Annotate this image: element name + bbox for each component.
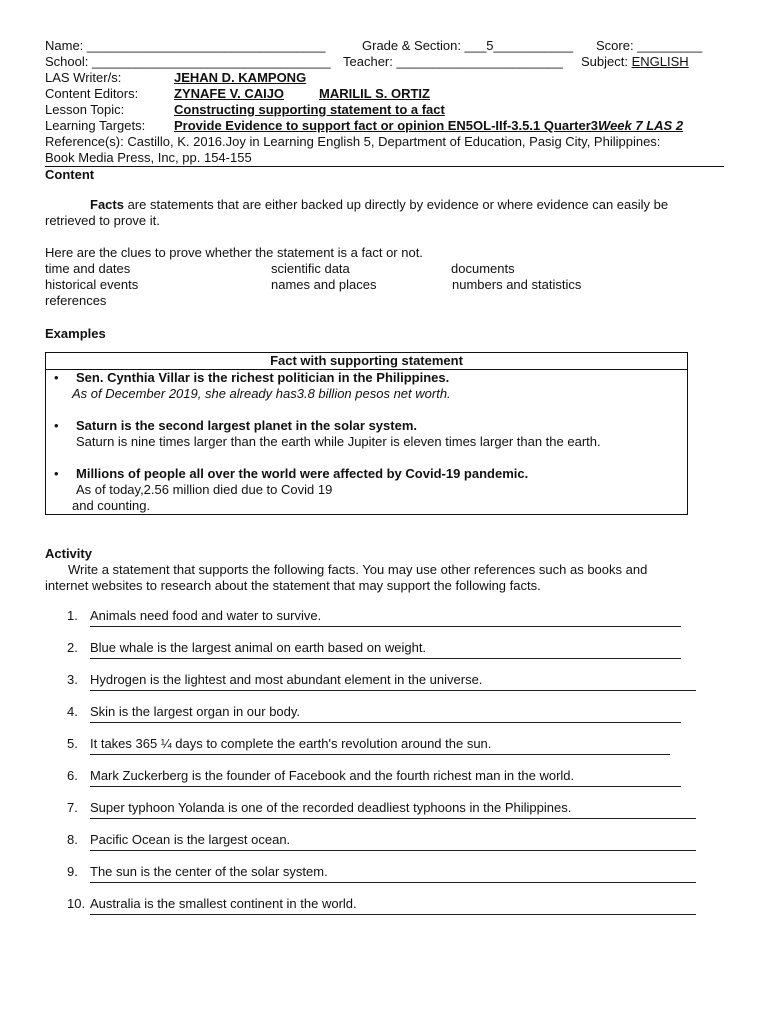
item-fact: Pacific Ocean is the largest ocean.: [90, 832, 291, 847]
examples-table-header: Fact with supporting statement: [46, 353, 687, 370]
header-row-school: [45, 54, 725, 70]
examples-heading: Examples: [45, 326, 106, 341]
activity-item: [45, 896, 725, 928]
answer-line[interactable]: [90, 914, 696, 915]
clue-item: historical events: [45, 277, 139, 292]
header-row-writer: [45, 70, 725, 86]
school-field[interactable]: School: _________________________________: [45, 54, 331, 69]
activity-instructions-line1: Write a statement that supports the following facts. You may use other references such as books and: [68, 562, 648, 577]
activity-item: [45, 608, 725, 640]
targets-value: [174, 118, 683, 134]
header-row-name: [45, 38, 725, 54]
answer-line[interactable]: [90, 722, 681, 723]
item-number: 8.: [67, 832, 78, 847]
subject-label: Subject:: [581, 54, 632, 69]
targets-label: Learning Targets:: [45, 118, 146, 133]
facts-paragraph-line2: retrieved to prove it.: [45, 213, 160, 228]
example-fact: Saturn is the second largest planet in the solar system.: [76, 418, 417, 433]
name-field[interactable]: Name: _________________________________: [45, 38, 326, 53]
example-item: [46, 466, 687, 514]
item-number: 5.: [67, 736, 78, 751]
example-item: [46, 418, 687, 450]
activity-heading: Activity: [45, 546, 92, 561]
item-fact: Super typhoon Yolanda is one of the recorded deadliest typhoons in the Philippines.: [90, 800, 572, 815]
item-fact: Australia is the smallest continent in the world.: [90, 896, 357, 911]
item-fact: Animals need food and water to survive.: [90, 608, 322, 623]
item-fact: Mark Zuckerberg is the founder of Facebook and the fourth richest man in the world.: [90, 768, 575, 783]
writer-value: JEHAN D. KAMPONG: [174, 70, 307, 85]
answer-line[interactable]: [90, 882, 696, 883]
answer-line[interactable]: [90, 690, 696, 691]
answer-line[interactable]: [90, 626, 681, 627]
example-fact: Millions of people all over the world were affected by Covid-19 pandemic.: [76, 466, 529, 481]
editor-2: MARILIL S. ORTIZ: [319, 86, 430, 101]
activity-item: [45, 640, 725, 672]
score-field[interactable]: Score: _________: [596, 38, 703, 53]
examples-table: [45, 352, 688, 515]
subject-field: [581, 54, 689, 70]
example-support-continued: and counting.: [72, 498, 151, 513]
item-fact: Hydrogen is the lightest and most abundant element in the universe.: [90, 672, 483, 687]
item-number: 4.: [67, 704, 78, 719]
clue-item: references: [45, 293, 107, 308]
bullet-icon: •: [54, 466, 59, 481]
activity-item: [45, 832, 725, 864]
item-number: 1.: [67, 608, 78, 623]
activity-item: [45, 736, 725, 768]
header-row-editors: [45, 86, 725, 102]
reference-line-2: Book Media Press, Inc, pp. 154-155: [45, 150, 252, 165]
reference-line-1: Reference(s): Castillo, K. 2016.Joy in Learning English 5, Department of Education, Pasig City, Philippines:: [45, 134, 661, 149]
facts-definition: are statements that are either backed up directly by evidence or where evidence can easily be: [123, 197, 669, 212]
grade-section-field[interactable]: Grade & Section: ___5___________: [362, 38, 574, 53]
editors-label: Content Editors:: [45, 86, 139, 101]
activity-item: [45, 864, 725, 896]
item-fact: Blue whale is the largest animal on earth based on weight.: [90, 640, 427, 655]
facts-paragraph-line1: [45, 197, 725, 213]
content-heading: Content: [45, 167, 95, 182]
bullet-icon: •: [54, 418, 59, 433]
header-row-topic: [45, 102, 725, 118]
activity-item: [45, 704, 725, 736]
item-fact: The sun is the center of the solar system.: [90, 864, 328, 879]
item-fact: It takes 365 ¼ days to complete the earth's revolution around the sun.: [90, 736, 492, 751]
answer-line[interactable]: [90, 786, 681, 787]
item-number: 9.: [67, 864, 78, 879]
example-fact: Sen. Cynthia Villar is the richest politician in the Philippines.: [76, 370, 450, 385]
clue-item: names and places: [271, 277, 377, 292]
example-support: As of December 2019, she already has3.8 billion pesos net worth.: [72, 386, 451, 401]
clues-intro: Here are the clues to prove whether the statement is a fact or not.: [45, 245, 423, 260]
editor-1: ZYNAFE V. CAIJO: [174, 86, 285, 101]
example-item: [46, 370, 687, 402]
clue-item: numbers and statistics: [452, 277, 582, 292]
activity-item: [45, 672, 725, 704]
clue-item: time and dates: [45, 261, 131, 276]
clue-item: scientific data: [271, 261, 350, 276]
answer-line[interactable]: [90, 850, 696, 851]
answer-line[interactable]: [90, 818, 696, 819]
item-fact: Skin is the largest organ in our body.: [90, 704, 301, 719]
answer-line[interactable]: [90, 658, 681, 659]
bullet-icon: •: [54, 370, 59, 385]
targets-text: Provide Evidence to support fact or opinion EN5OL-IIf-3.5.1 Quarter3: [174, 118, 599, 133]
activity-list: [45, 608, 725, 928]
item-number: 7.: [67, 800, 78, 815]
answer-line[interactable]: [90, 754, 670, 755]
example-support: As of today,2.56 million died due to Covid 19: [76, 482, 333, 497]
subject-value: ENGLISH: [631, 54, 689, 69]
activity-item: [45, 800, 725, 832]
targets-week: Week 7 LAS 2: [598, 118, 684, 133]
activity-instructions-line2: internet websites to research about the statement that may support the following facts.: [45, 578, 541, 593]
header-row-targets: [45, 118, 725, 134]
topic-value: Constructing supporting statement to a fact: [174, 102, 445, 117]
item-number: 3.: [67, 672, 78, 687]
activity-item: [45, 768, 725, 800]
item-number: 2.: [67, 640, 78, 655]
facts-word: Facts: [90, 197, 124, 212]
writer-label: LAS Writer/s:: [45, 70, 122, 85]
item-number: 10.: [67, 896, 86, 911]
topic-label: Lesson Topic:: [45, 102, 125, 117]
clues-grid: [45, 261, 725, 309]
worksheet-page: [45, 38, 725, 928]
example-support: Saturn is nine times larger than the earth while Jupiter is eleven times larger than the earth.: [76, 434, 601, 449]
item-number: 6.: [67, 768, 78, 783]
teacher-field[interactable]: Teacher: _______________________: [343, 54, 563, 69]
clue-item: documents: [451, 261, 515, 276]
